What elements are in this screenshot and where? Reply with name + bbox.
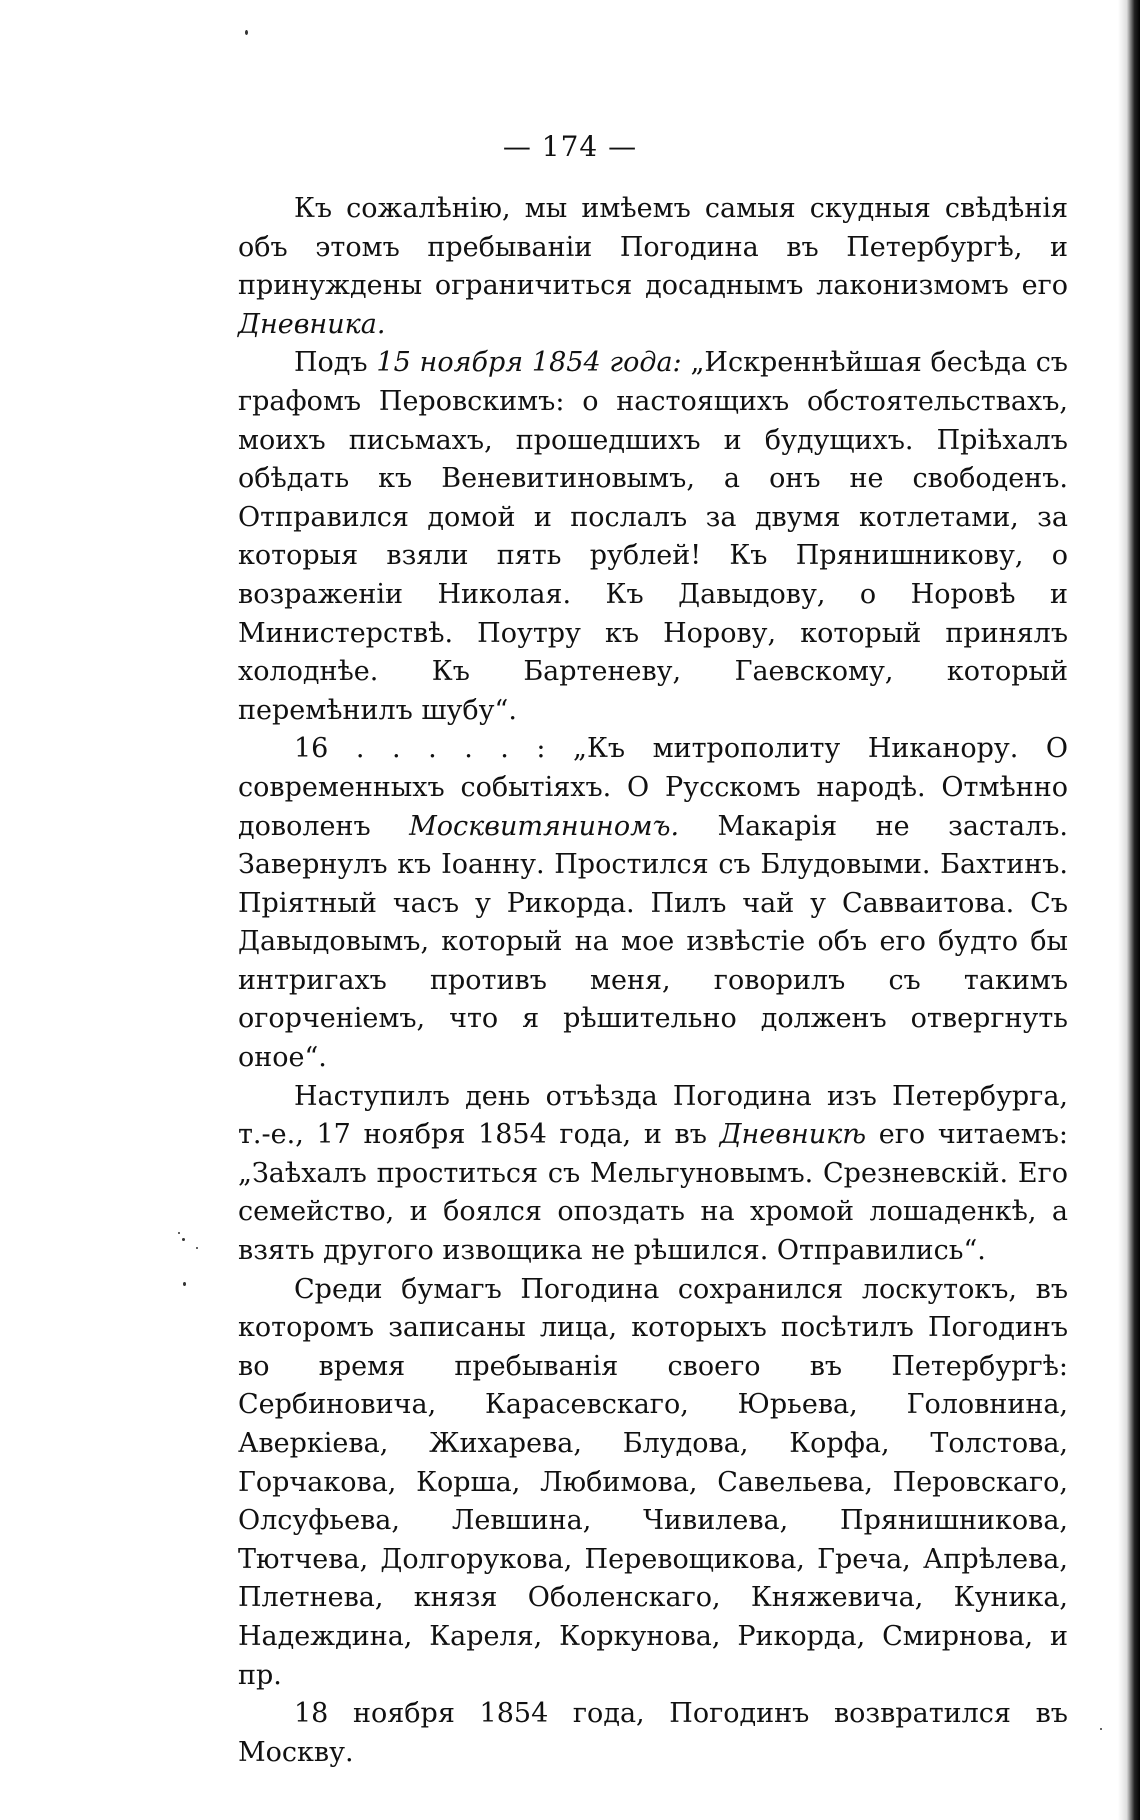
text-segment: его читаемъ: „Заѣхалъ проститься съ Мельгуновымъ. Срезневскій. Его семейство, и боялся опоздать на хромой лошаденкѣ, а взять другого извощика не рѣшился. Отправились“.	[238, 1119, 1068, 1267]
text-segment: Подъ	[294, 347, 377, 379]
text-segment: „Искреннѣйшая бесѣда съ графомъ Перовскимъ: о настоящихъ обстоятельствахъ, моихъ письмахъ, прошедшихъ и будущихъ. Пріѣхалъ обѣдать къ Веневитиновымъ, а онъ не свободенъ. Отправился домой и послалъ за двумя котлетами, за которыя взяли пять рублей! Къ Прянишникову, о возраженіи Николая. Къ Давыдову, о Норовѣ и Министерствѣ. Поутру къ Норову, который принялъ холоднѣе. Къ Бартеневу, Гаевскому, который перемѣнилъ шубу“.	[238, 347, 1068, 726]
text-segment: Къ сожалѣнію, мы имѣемъ самыя скудныя свѣдѣнія объ этомъ пребываніи Погодина въ Петербургѣ, и принуждены ограничиться досаднымъ лаконизмомъ его	[238, 193, 1068, 302]
text-segment-italic: Дневникѣ	[719, 1119, 867, 1151]
scan-speck	[178, 1232, 180, 1234]
paragraph-1	[238, 190, 1068, 344]
text-segment: 18 ноября 1854 года, Погодинъ возвратился въ Москву.	[238, 1698, 1068, 1768]
page-number: — 174 —	[502, 130, 638, 163]
text-segment-italic: 15 ноября 1854 года:	[376, 347, 682, 379]
body-text	[238, 190, 1068, 1772]
text-segment-italic: Дневника.	[238, 308, 386, 340]
paragraph-5	[238, 1271, 1068, 1696]
text-segment-italic: Москвитяниномъ.	[409, 810, 680, 842]
scan-speck	[196, 1247, 198, 1249]
paragraph-6	[238, 1695, 1068, 1772]
text-segment: Среди бумагъ Погодина сохранился лоскутокъ, въ которомъ записаны лица, которыхъ посѣтилъ Погодинъ во время пребыванія своего въ Петербургѣ: Сербиновича, Карасевскаго, Юрьева, Головнина, Аверкіева, Жихарева, Блудова, Корфа, Толстова, Горчакова, Корша, Любимова, Савельева, Перовскаго, Олсуфьева, Левшина, Чивилева, Прянишникова, Тютчева, Долгорукова, Перевощикова, Греча, Апрѣлева, Плетнева, князя Оболенскаго, Княжевича, Куника, Надеждина, Кареля, Коркунова, Рикорда, Смирнова, и пр.	[238, 1273, 1068, 1691]
text-segment: 16 . . . . . : „Къ митрополиту Никанору. О современныхъ событіяхъ. О Русскомъ народѣ. Отмѣнно доволенъ	[238, 733, 1068, 842]
scan-speck	[245, 30, 248, 35]
scan-edge-shadow	[1118, 0, 1140, 1820]
paragraph-4	[238, 1078, 1068, 1271]
text-segment: Макарія не засталъ. Завернулъ къ Іоанну. Простился съ Блудовыми. Бахтинъ. Пріятный часъ у Рикорда. Пилъ чай у Савваитова. Съ Давыдовымъ, который на мое извѣстіе объ его будто бы интригахъ противъ меня, говорилъ съ такимъ огорченіемъ, что я рѣшительно долженъ отвергнуть оное“.	[238, 810, 1068, 1074]
scan-speck	[183, 1282, 186, 1286]
scan-speck	[1100, 1728, 1102, 1730]
paragraph-3	[238, 730, 1068, 1077]
scan-speck	[182, 1238, 185, 1241]
paragraph-2	[238, 344, 1068, 730]
text-segment: Наступилъ день отъѣзда Погодина изъ Петербурга, т.-е., 17 ноября 1854 года, и въ	[238, 1080, 1068, 1151]
